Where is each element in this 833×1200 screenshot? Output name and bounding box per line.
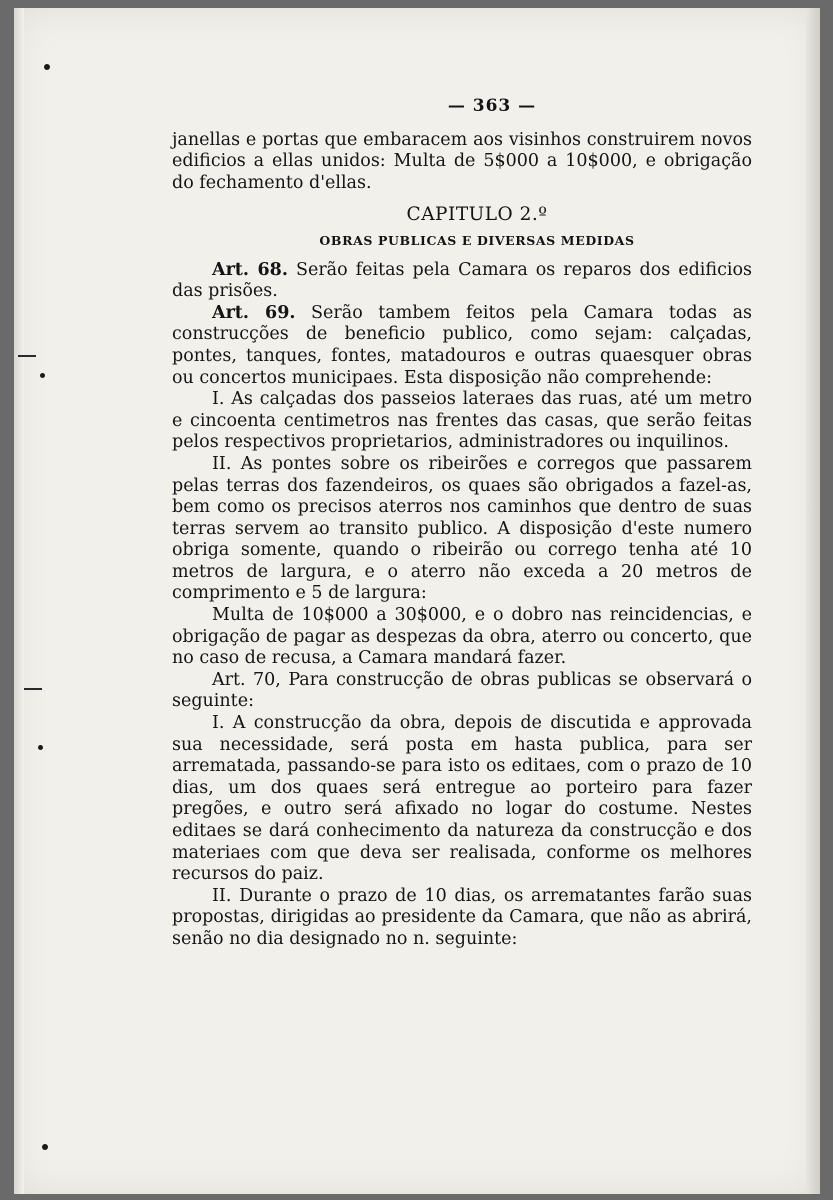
article-70 — [172, 670, 752, 713]
binding-mark — [40, 373, 45, 378]
article-69-label: Art. 69. — [212, 302, 296, 323]
chapter-subheading: OBRAS PUBLICAS E DIVERSAS MEDIDAS — [319, 232, 635, 248]
margin-mark — [24, 688, 42, 690]
article-68 — [172, 260, 752, 303]
document-body — [172, 96, 752, 951]
article-69-penalty: Multa de 10$000 a 30$000, e o dobro nas reincidencias, e obrigação de pagar as despezas da obra, aterro ou concerto, que no caso de recusa, a Camara mandará fazer. — [172, 605, 752, 669]
scanned-page — [14, 8, 820, 1194]
article-69-text: Serão tambem feitos pela Camara todas as construcções de beneficio publico, como sejam: calçadas, pontes, tanques, fontes, matadouros e outras quaesquer obras ou concertos municipaes. Esta disposição não comprehende: — [172, 302, 752, 388]
article-70-item-2: II. Durante o prazo de 10 dias, os arrematantes farão suas propostas, dirigidas ao presidente da Camara, que não as abrirá, senão no dia designado no n. seguinte: — [172, 885, 752, 949]
page-left-edge — [14, 8, 24, 1194]
binding-mark — [38, 745, 43, 750]
margin-mark — [18, 355, 36, 357]
article-69-item-1: I. As calçadas dos passeios lateraes das ruas, até um metro e cincoenta centimetros nas frentes das casas, que serão feitas pelos respectivos proprietarios, administradores ou inquilinos. — [172, 389, 752, 453]
page-right-edge — [806, 8, 820, 1194]
binding-mark — [44, 64, 50, 70]
article-70-label: Art. 70, — [212, 669, 281, 690]
article-70-item-1: I. A construcção da obra, depois de discutida e approvada sua necessidade, será posta em hasta publica, para ser arrematada, passando-se para isto os editaes, com o prazo de 10 dias, um dos quaes será entregue ao porteiro para fazer pregões, e outro será afixado no logar do costume. Nestes editaes se dará conhecimento da natureza da construcção e dos materiaes com que deva ser realisada, conforme os melhores recursos do paiz. — [172, 713, 752, 885]
article-70-text: Para construcção de obras publicas se observará o seguinte: — [172, 669, 752, 712]
chapter-heading: CAPITULO 2.º — [406, 204, 548, 226]
article-68-label: Art. 68. — [212, 259, 288, 280]
binding-mark — [42, 1144, 48, 1150]
article-68-text: Serão feitas pela Camara os reparos dos edificios das prisões. — [172, 259, 752, 302]
article-69-item-2: II. As pontes sobre os ribeirões e corregos que passarem pelas terras dos fazendeiros, os quaes são obrigados a fazel-as, bem como os precisos aterros nos caminhos que dentro de suas terras servem ao transito publico. A disposição d'este numero obriga somente, quando o ribeirão ou corrego tenha até 10 metros de largura, e o aterro não exceda a 20 metros de comprimento e 5 de largura: — [172, 453, 752, 604]
page-number: — 363 — — [447, 96, 537, 116]
opening-paragraph: janellas e portas que embaracem aos visinhos construirem novos edificios a ellas unidos: Multa de 5$000 a 10$000, e obrigação do fechamento d'ellas. — [172, 129, 752, 193]
article-69 — [172, 303, 752, 389]
